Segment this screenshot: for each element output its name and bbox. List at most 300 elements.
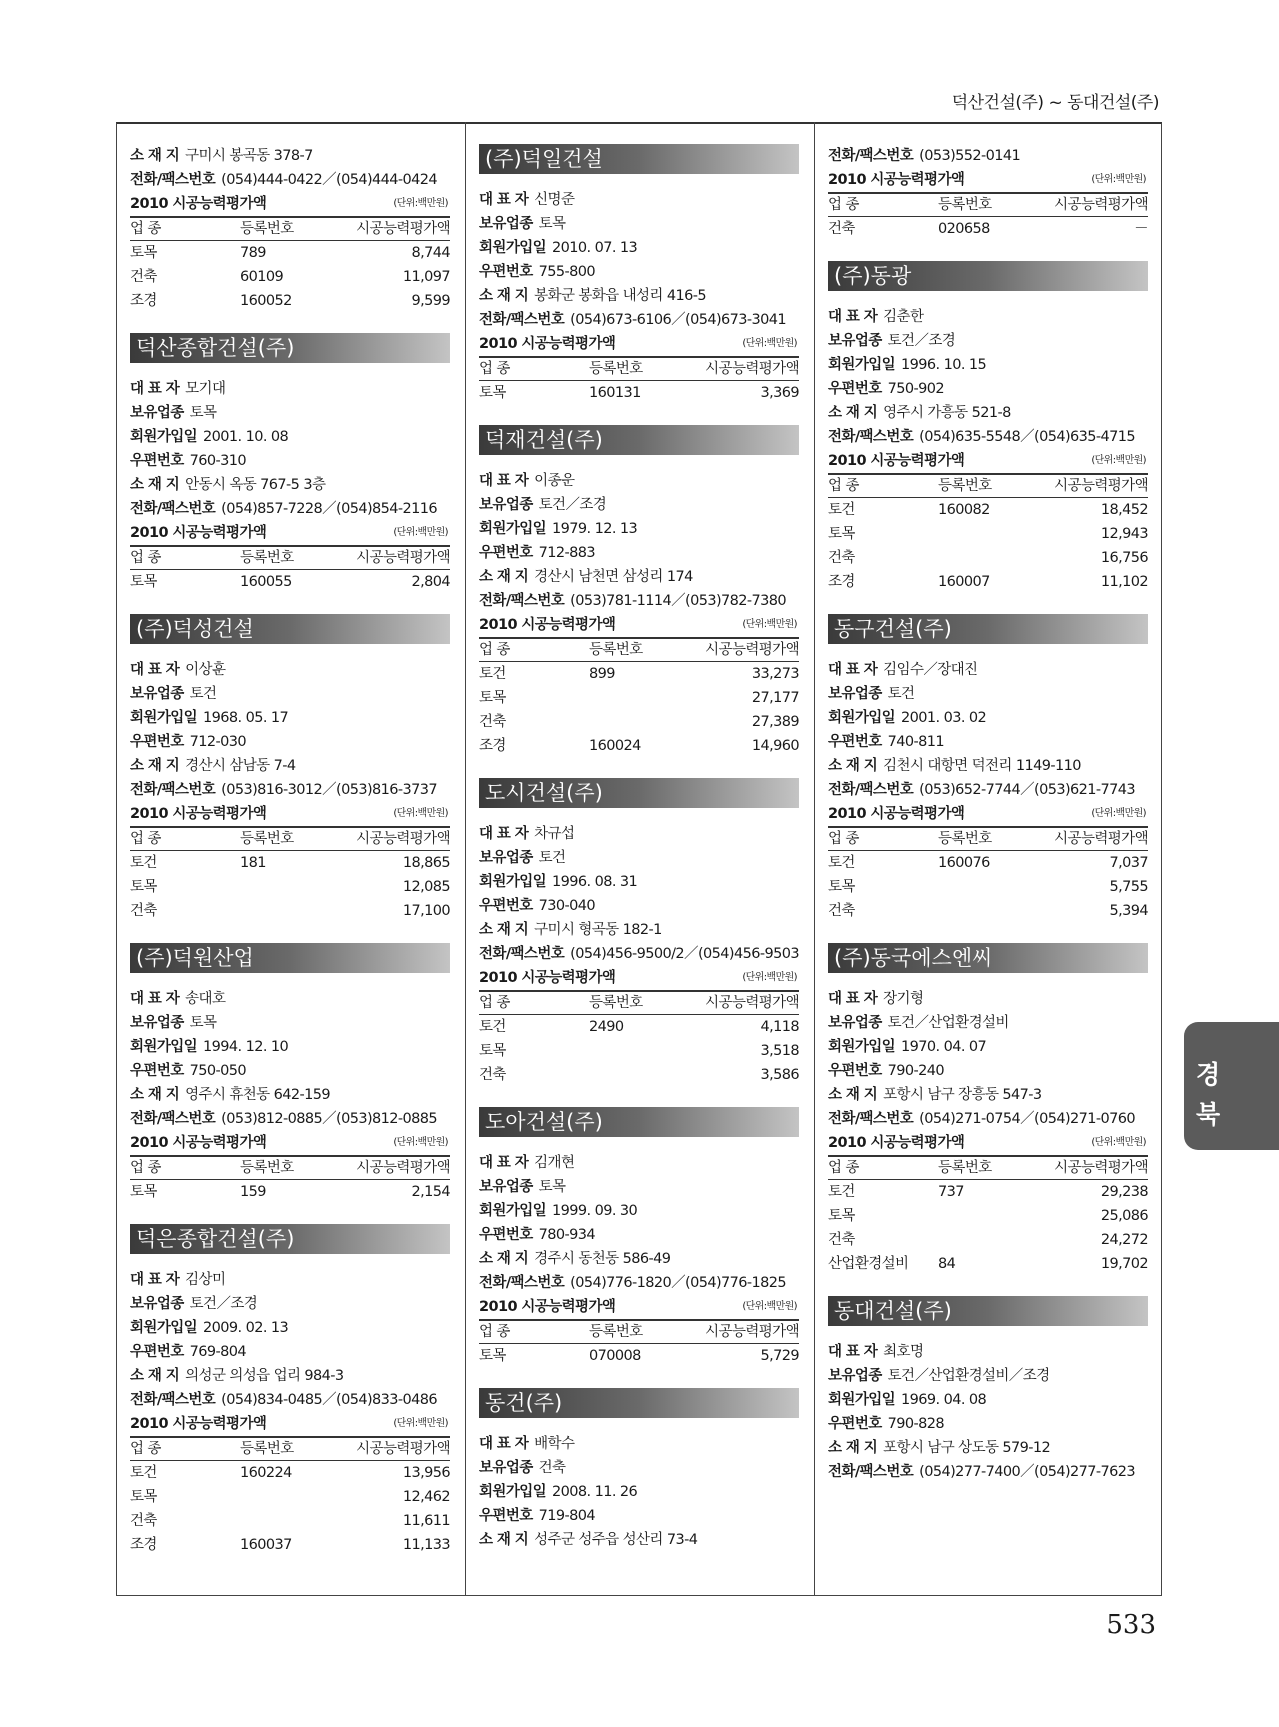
field-biz [479, 846, 799, 870]
field-label: 보유업종 [479, 497, 533, 513]
col-reg-header: 등록번호 [938, 1160, 992, 1176]
col-type-header: 업 종 [479, 1324, 510, 1340]
table-row [130, 1485, 450, 1509]
cell-type: 건축 [479, 714, 506, 730]
cell-value: 18,452 [1100, 502, 1148, 518]
field-value: 김춘한 [883, 309, 924, 325]
field-label: 전화/팩스번호 [479, 1275, 565, 1291]
field-value: 안동시 옥동 767-5 3층 [185, 477, 326, 493]
field-zip [130, 1340, 450, 1364]
capacity-heading [479, 966, 799, 992]
cell-type: 조경 [130, 293, 157, 309]
field-value: 2009. 02. 13 [203, 1320, 289, 1336]
field-value: 토건 [538, 850, 566, 866]
field-phone [479, 308, 799, 332]
company-title: 동구건설(주) [828, 614, 1148, 644]
cell-type: 토목 [130, 574, 157, 590]
company-entry [130, 614, 450, 923]
table-header [130, 1157, 450, 1180]
table-row [828, 851, 1148, 875]
table-row [479, 686, 799, 710]
capacity-label: 2010 시공능력평가액 [828, 806, 965, 822]
field-biz [130, 1011, 450, 1035]
field-value: 포항시 남구 장흥동 547-3 [883, 1087, 1042, 1103]
company-title: (주)동광 [828, 261, 1148, 291]
table-row [479, 381, 799, 405]
region-tab [1184, 1022, 1279, 1150]
field-value: (053)652-7744／(053)621-7743 [919, 782, 1136, 798]
field-phone [130, 1107, 450, 1131]
col-value-header: 시공능력평가액 [1054, 831, 1148, 847]
field-value: (054)776-1820／(054)776-1825 [570, 1275, 787, 1291]
field-label: 회원가입일 [479, 1484, 547, 1500]
capacity-unit: (단위:백만원) [1091, 1137, 1146, 1148]
capacity-unit: (단위:백만원) [742, 338, 797, 349]
field-label: 우편번호 [479, 1508, 533, 1524]
field-value: 토건／조경 [887, 333, 956, 349]
field-addr [479, 565, 799, 589]
field-addr [479, 918, 799, 942]
cell-type: 토목 [130, 245, 157, 261]
field-label: 대 표 자 [130, 662, 180, 678]
cell-reg: 160007 [938, 574, 990, 590]
table-row [130, 1533, 450, 1557]
table-row [828, 899, 1148, 923]
capacity-unit: (단위:백만원) [742, 972, 797, 983]
table-row [130, 899, 450, 923]
capacity-label: 2010 시공능력평가액 [479, 970, 616, 986]
field-joined [828, 1388, 1148, 1412]
field-zip [828, 377, 1148, 401]
field-label: 회원가입일 [130, 710, 198, 726]
col-reg-header: 등록번호 [938, 831, 992, 847]
company-entry [130, 1224, 450, 1557]
field-value: 봉화군 봉화읍 내성리 416-5 [534, 288, 706, 304]
cell-reg: 181 [240, 855, 266, 871]
col-reg-header: 등록번호 [240, 1441, 294, 1457]
cell-value: 11,102 [1100, 574, 1148, 590]
company-entry [130, 144, 450, 313]
field-joined [479, 1480, 799, 1504]
field-value: 2008. 11. 26 [552, 1484, 638, 1500]
field-biz [479, 1175, 799, 1199]
field-label: 우편번호 [828, 1416, 882, 1432]
cell-reg [240, 875, 340, 899]
cell-type: 토목 [130, 1184, 157, 1200]
field-value: 730-040 [538, 898, 596, 914]
field-value: 이상훈 [185, 662, 226, 678]
column-divider [814, 122, 815, 1596]
field-value: (053)552-0141 [919, 148, 1021, 164]
table-header [828, 828, 1148, 851]
field-value: (053)816-3012／(053)816-3737 [221, 782, 438, 798]
cell-reg: 070008 [589, 1348, 641, 1364]
cell-value: 9,599 [411, 293, 450, 309]
field-value: 토목 [189, 405, 217, 421]
field-label: 우편번호 [479, 898, 533, 914]
field-label: 소 재 지 [130, 758, 180, 774]
capacity-label: 2010 시공능력평가액 [130, 525, 267, 541]
column-divider [465, 122, 466, 1596]
capacity-unit: (단위:백만원) [393, 198, 448, 209]
field-label: 소 재 지 [828, 1087, 878, 1103]
cell-reg: 160076 [938, 855, 990, 871]
field-value: 740-811 [887, 734, 945, 750]
field-label: 소 재 지 [479, 1251, 529, 1267]
table-row [130, 570, 450, 594]
field-value: 모기대 [185, 381, 226, 397]
field-label: 대 표 자 [828, 309, 878, 325]
company-title: 동건(주) [479, 1388, 799, 1418]
field-addr [130, 1083, 450, 1107]
table-header [828, 475, 1148, 498]
capacity-unit: (단위:백만원) [393, 1137, 448, 1148]
cell-type: 토목 [479, 1043, 506, 1059]
table-row [130, 241, 450, 265]
field-value: 2010. 07. 13 [552, 240, 638, 256]
field-value: 1979. 12. 13 [552, 521, 638, 537]
col-type-header: 업 종 [828, 478, 859, 494]
field-phone [130, 778, 450, 802]
cell-type: 토목 [479, 385, 506, 401]
field-ceo [130, 987, 450, 1011]
field-value: 포항시 남구 상도동 579-12 [883, 1440, 1051, 1456]
field-value: 이종운 [534, 473, 575, 489]
cell-value: 24,272 [1100, 1232, 1148, 1248]
cell-type: 토목 [479, 1348, 506, 1364]
column-2 [479, 144, 799, 1552]
cell-type: 건축 [130, 269, 157, 285]
col-value-header: 시공능력평가액 [1054, 197, 1148, 213]
company-entry [130, 333, 450, 594]
field-label: 회원가입일 [828, 1392, 896, 1408]
table-row [479, 662, 799, 686]
field-joined [828, 1035, 1148, 1059]
cell-reg [938, 899, 1038, 923]
cell-value: 3,518 [760, 1043, 799, 1059]
field-label: 회원가입일 [479, 240, 547, 256]
field-label: 보유업종 [828, 333, 882, 349]
field-joined [479, 517, 799, 541]
field-value: 최호명 [883, 1344, 924, 1360]
capacity-unit: (단위:백만원) [1091, 455, 1146, 466]
field-phone [479, 1271, 799, 1295]
field-zip [479, 260, 799, 284]
col-reg-header: 등록번호 [240, 831, 294, 847]
cell-type: 건축 [828, 221, 855, 237]
field-ceo [130, 1268, 450, 1292]
field-label: 우편번호 [828, 734, 882, 750]
field-value: 토건／조경 [189, 1296, 258, 1312]
company-entry [479, 425, 799, 758]
field-ceo [479, 822, 799, 846]
company-entry [828, 144, 1148, 241]
col-value-header: 시공능력평가액 [705, 1324, 799, 1340]
company-title: (주)동국에스엔씨 [828, 943, 1148, 973]
table-row [130, 875, 450, 899]
field-zip [479, 541, 799, 565]
field-addr [828, 1083, 1148, 1107]
cell-reg: 159 [240, 1184, 266, 1200]
field-value: 건축 [538, 1460, 566, 1476]
table-row [479, 710, 799, 734]
field-value: 김천시 대항면 덕전리 1149-110 [883, 758, 1081, 774]
field-joined [828, 353, 1148, 377]
cell-value: 29,238 [1100, 1184, 1148, 1200]
cell-value: 2,154 [411, 1184, 450, 1200]
field-value: 토건／산업환경설비／조경 [887, 1368, 1050, 1384]
field-label: 우편번호 [479, 264, 533, 280]
cell-value: 12,462 [402, 1489, 450, 1505]
cell-value: 12,085 [402, 879, 450, 895]
col-value-header: 시공능력평가액 [1054, 478, 1148, 494]
field-label: 소 재 지 [130, 1087, 180, 1103]
field-value: 신명준 [534, 192, 575, 208]
field-ceo [479, 188, 799, 212]
field-label: 회원가입일 [828, 710, 896, 726]
table-header [130, 218, 450, 241]
field-joined [828, 706, 1148, 730]
table-row [828, 522, 1148, 546]
cell-type: 토목 [828, 1208, 855, 1224]
field-label: 대 표 자 [479, 1155, 529, 1171]
field-value: 토건 [887, 686, 915, 702]
cell-type: 조경 [828, 574, 855, 590]
field-label: 대 표 자 [130, 1272, 180, 1288]
table-row [130, 1509, 450, 1533]
field-value: (054)857-7228／(054)854-2116 [221, 501, 438, 517]
field-ceo [479, 1151, 799, 1175]
col-type-header: 업 종 [828, 1160, 859, 1176]
cell-value: 5,755 [1109, 879, 1148, 895]
field-addr [828, 401, 1148, 425]
field-addr [130, 1364, 450, 1388]
field-value: 구미시 봉곡동 378-7 [185, 148, 313, 164]
field-label: 소 재 지 [828, 758, 878, 774]
capacity-heading [828, 802, 1148, 828]
field-value: 769-804 [189, 1344, 247, 1360]
field-label: 소 재 지 [130, 477, 180, 493]
company-title: 동대건설(주) [828, 1296, 1148, 1326]
field-joined [130, 1316, 450, 1340]
table-row [828, 570, 1148, 594]
capacity-unit: (단위:백만원) [393, 1418, 448, 1429]
cell-value: 12,943 [1100, 526, 1148, 542]
col-type-header: 업 종 [130, 221, 161, 237]
cell-type: 토건 [479, 1019, 506, 1035]
field-value: 장기형 [883, 991, 924, 1007]
capacity-unit: (단위:백만원) [393, 527, 448, 538]
capacity-heading [130, 1131, 450, 1157]
col-value-header: 시공능력평가액 [1054, 1160, 1148, 1176]
cell-value: － [1134, 221, 1148, 237]
field-label: 보유업종 [479, 1460, 533, 1476]
field-ceo [130, 658, 450, 682]
field-value: 김상미 [185, 1272, 226, 1288]
field-value: 755-800 [538, 264, 596, 280]
company-title: 덕산종합건설(주) [130, 333, 450, 363]
cell-value: 5,729 [760, 1348, 799, 1364]
cell-value: 3,586 [760, 1067, 799, 1083]
field-phone [479, 942, 799, 966]
col-reg-header: 등록번호 [938, 478, 992, 494]
capacity-label: 2010 시공능력평가액 [130, 806, 267, 822]
field-biz [130, 682, 450, 706]
field-ceo [828, 987, 1148, 1011]
cell-type: 토건 [130, 1465, 157, 1481]
cell-value: 17,100 [402, 903, 450, 919]
table-header [130, 547, 450, 570]
field-value: 경산시 삼남동 7-4 [185, 758, 296, 774]
cell-type: 조경 [479, 738, 506, 754]
field-biz [479, 1456, 799, 1480]
cell-value: 11,133 [402, 1537, 450, 1553]
cell-reg: 899 [589, 666, 615, 682]
field-addr [828, 1436, 1148, 1460]
field-label: 보유업종 [828, 1015, 882, 1031]
field-value: 경산시 남천면 삼성리 174 [534, 569, 693, 585]
field-label: 회원가입일 [130, 1039, 198, 1055]
cell-value: 3,369 [760, 385, 799, 401]
field-value: 토건 [189, 686, 217, 702]
cell-value: 13,956 [402, 1465, 450, 1481]
table-row [828, 1180, 1148, 1204]
field-addr [130, 144, 450, 168]
cell-reg [240, 1485, 340, 1509]
capacity-label: 2010 시공능력평가액 [479, 617, 616, 633]
col-type-header: 업 종 [828, 197, 859, 213]
field-label: 보유업종 [479, 216, 533, 232]
cell-value: 5,394 [1109, 903, 1148, 919]
field-label: 회원가입일 [828, 1039, 896, 1055]
cell-value: 2,804 [411, 574, 450, 590]
cell-type: 토건 [130, 855, 157, 871]
field-value: 2001. 03. 02 [901, 710, 987, 726]
field-joined [130, 706, 450, 730]
field-label: 대 표 자 [479, 826, 529, 842]
field-value: 토건／산업환경설비 [887, 1015, 1009, 1031]
field-value: 712-030 [189, 734, 247, 750]
cell-type: 토건 [479, 666, 506, 682]
cell-reg [240, 899, 340, 923]
field-value: 김임수／장대진 [883, 662, 978, 678]
cell-value: 11,611 [402, 1513, 450, 1529]
cell-reg [589, 686, 689, 710]
cell-value: 14,960 [751, 738, 799, 754]
capacity-label: 2010 시공능력평가액 [828, 172, 965, 188]
field-label: 소 재 지 [828, 1440, 878, 1456]
field-biz [828, 682, 1148, 706]
cell-reg [240, 1509, 340, 1533]
capacity-label: 2010 시공능력평가액 [130, 1416, 267, 1432]
field-zip [479, 1504, 799, 1528]
col-type-header: 업 종 [479, 361, 510, 377]
field-value: 1999. 09. 30 [552, 1203, 638, 1219]
field-label: 대 표 자 [828, 991, 878, 1007]
field-label: 대 표 자 [479, 1436, 529, 1452]
field-ceo [130, 377, 450, 401]
field-label: 전화/팩스번호 [130, 501, 216, 517]
table-row [479, 1063, 799, 1087]
cell-reg [589, 710, 689, 734]
field-biz [130, 401, 450, 425]
col-value-header: 시공능력평가액 [356, 1160, 450, 1176]
field-value: 토목 [538, 216, 566, 232]
field-zip [130, 730, 450, 754]
field-label: 전화/팩스번호 [130, 172, 216, 188]
field-ceo [828, 1340, 1148, 1364]
field-joined [130, 1035, 450, 1059]
capacity-heading [828, 1131, 1148, 1157]
field-zip [828, 730, 1148, 754]
field-value: 배학수 [534, 1436, 575, 1452]
field-label: 전화/팩스번호 [479, 593, 565, 609]
field-value: 경주시 동천동 586-49 [534, 1251, 671, 1267]
table-row [828, 1228, 1148, 1252]
company-title: 덕은종합건설(주) [130, 1224, 450, 1254]
field-label: 우편번호 [130, 1344, 184, 1360]
field-label: 소 재 지 [479, 922, 529, 938]
company-title: (주)덕일건설 [479, 144, 799, 174]
field-label: 회원가입일 [479, 1203, 547, 1219]
col-type-header: 업 종 [130, 550, 161, 566]
field-value: 760-310 [189, 453, 247, 469]
table-row [828, 546, 1148, 570]
cell-value: 18,865 [402, 855, 450, 871]
cell-value: 16,756 [1100, 550, 1148, 566]
field-phone [130, 168, 450, 192]
column-1 [130, 144, 450, 1557]
cell-type: 조경 [130, 1537, 157, 1553]
col-reg-header: 등록번호 [938, 197, 992, 213]
field-value: 2001. 10. 08 [203, 429, 289, 445]
col-type-header: 업 종 [130, 1160, 161, 1176]
cell-reg [589, 1039, 689, 1063]
field-phone [828, 778, 1148, 802]
field-label: 회원가입일 [130, 429, 198, 445]
cell-value: 7,037 [1109, 855, 1148, 871]
cell-reg: 60109 [240, 269, 284, 285]
company-entry [479, 1107, 799, 1368]
table-header [479, 1321, 799, 1344]
field-value: 719-804 [538, 1508, 596, 1524]
field-label: 대 표 자 [130, 991, 180, 1007]
capacity-unit: (단위:백만원) [1091, 174, 1146, 185]
table-row [479, 1015, 799, 1039]
field-label: 전화/팩스번호 [828, 782, 914, 798]
field-value: (054)456-9500/2／(054)456-9503 [570, 946, 799, 962]
field-value: 구미시 형곡동 182-1 [534, 922, 662, 938]
cell-reg [938, 1228, 1038, 1252]
cell-value: 25,086 [1100, 1208, 1148, 1224]
table-header [828, 1157, 1148, 1180]
table-header [130, 828, 450, 851]
capacity-label: 2010 시공능력평가액 [479, 336, 616, 352]
capacity-label: 2010 시공능력평가액 [828, 453, 965, 469]
field-label: 소 재 지 [828, 405, 878, 421]
field-value: 750-902 [887, 381, 945, 397]
col-reg-header: 등록번호 [589, 361, 643, 377]
cell-type: 건축 [130, 903, 157, 919]
col-reg-header: 등록번호 [240, 550, 294, 566]
field-ceo [828, 658, 1148, 682]
capacity-heading [130, 802, 450, 828]
col-value-header: 시공능력평가액 [356, 1441, 450, 1457]
field-zip [130, 449, 450, 473]
field-label: 전화/팩스번호 [479, 946, 565, 962]
col-type-header: 업 종 [130, 1441, 161, 1457]
cell-type: 건축 [828, 903, 855, 919]
